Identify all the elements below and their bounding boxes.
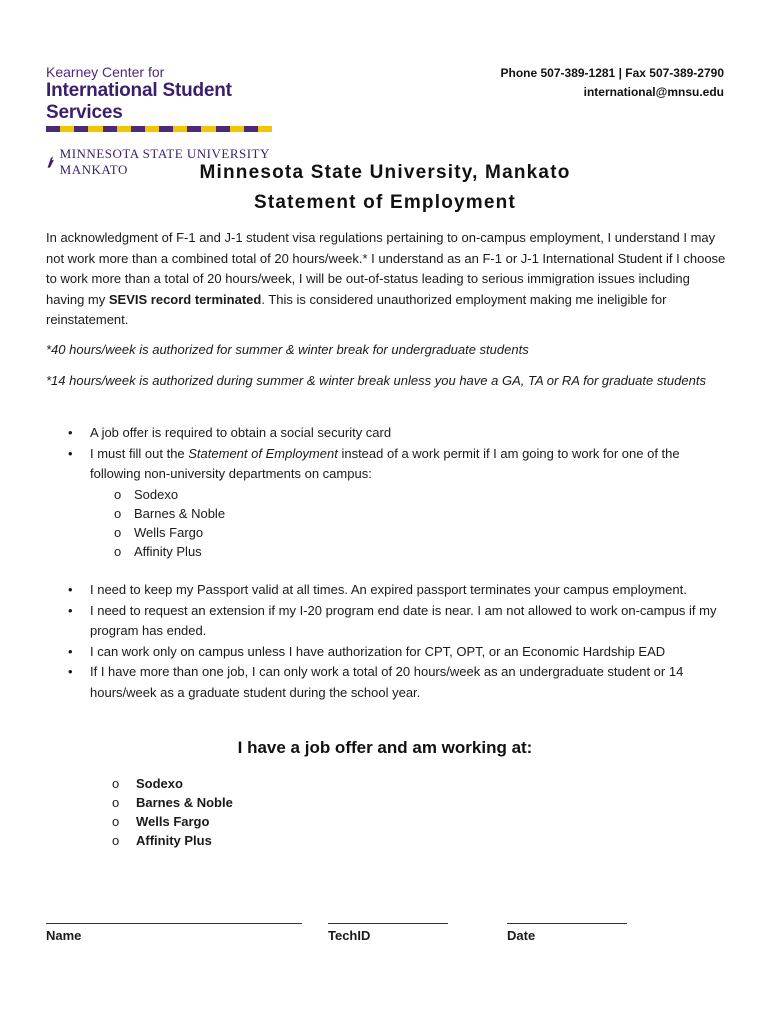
- department-item: o Wells Fargo: [114, 524, 204, 540]
- job-option[interactable]: o Sodexo: [112, 776, 183, 791]
- contact-info: [501, 64, 725, 102]
- department-item: o Affinity Plus: [114, 543, 202, 559]
- list-item-text: A job offer is required to obtain a social security card: [90, 425, 392, 440]
- circle-bullet-icon: o: [114, 543, 122, 559]
- undergrad-note: *40 hours/week is authorized for summer & winter break for undergraduate students: [46, 342, 529, 357]
- department-item: o Sodexo: [114, 486, 179, 502]
- departments-list: [114, 485, 728, 561]
- grad-note: *14 hours/week is authorized during summer & winter break unless you have a GA, TA or RA for graduate students: [46, 373, 706, 388]
- list-item: • I can work only on campus unless I have authorization for CPT, OPT, or an Economic Hardship EAD: [68, 642, 728, 663]
- bullet-icon: •: [68, 425, 73, 440]
- department-item: o Barnes & Noble: [114, 505, 226, 521]
- bullet-icon: •: [68, 582, 73, 597]
- document-title-line1: Minnesota State University, Mankato: [199, 162, 571, 183]
- bullet-icon: •: [68, 602, 73, 618]
- list-item-text-pre: I must fill out the: [90, 445, 189, 461]
- intro-paragraph: [46, 228, 726, 331]
- intro-text-1: In acknowledgment of F-1 and J-1 student visa regulations pertaining to on-campus employment, I understand I may not work more than a combined total of 20 hours/week.* I understand as an F-1 or J-1 International Student if I choose to work more than a total of 20 hours/week, I will be out-of-status leading to serious immigration issues including having my: [46, 230, 726, 307]
- document-title-line2: Statement of Employment: [254, 192, 516, 213]
- intro-bold-text: SEVIS record terminated: [108, 291, 262, 307]
- list-item: [68, 444, 728, 561]
- bullet-icon: •: [68, 445, 73, 461]
- bullet-icon: •: [68, 664, 73, 679]
- job-offer-heading: I have a job offer and am working at:: [237, 738, 533, 757]
- techid-label: TechID: [328, 928, 371, 943]
- techid-field[interactable]: [328, 923, 448, 943]
- circle-bullet-icon: o: [112, 795, 120, 810]
- date-label: Date: [507, 928, 536, 943]
- list-item: • If I have more than one job, I can only work a total of 20 hours/week as an undergraduate student or 14 hours/week as a graduate student during the school year.: [68, 664, 684, 700]
- date-field[interactable]: [507, 923, 627, 943]
- university-name: MINNESOTA STATE UNIVERSITY MANKATO: [59, 146, 270, 177]
- job-offer-options: [112, 774, 233, 850]
- circle-bullet-icon: o: [114, 486, 122, 502]
- circle-bullet-icon: o: [114, 505, 122, 521]
- rules-list: [68, 580, 728, 703]
- circle-bullet-icon: o: [112, 833, 120, 848]
- logo-line2: International Student Services: [46, 80, 232, 123]
- phone-fax: Phone 507-389-1281 | Fax 507-389-2790: [500, 66, 724, 80]
- list-item-italic: Statement of Employment: [188, 445, 338, 461]
- logo-stripe: [46, 126, 272, 132]
- list-item: • I need to request an extension if my I-20 program end date is near. I am not allowed to work on-campus if my program has ended.: [68, 602, 717, 638]
- kearney-center-logo: [46, 64, 286, 178]
- circle-bullet-icon: o: [112, 814, 120, 829]
- list-item: • I need to keep my Passport valid at all times. An expired passport terminates your campus employment.: [68, 580, 728, 601]
- job-option[interactable]: o Barnes & Noble: [112, 795, 233, 810]
- list-item: [68, 423, 728, 444]
- job-option[interactable]: o Wells Fargo: [112, 814, 210, 829]
- email: international@mnsu.edu: [583, 85, 724, 99]
- job-option[interactable]: o Affinity Plus: [112, 833, 212, 848]
- intro-text-2: . This is considered unauthorized employment making me ineligible for reinstatement.: [46, 291, 667, 327]
- logo-line1: Kearney Center for: [46, 64, 165, 80]
- circle-bullet-icon: o: [114, 524, 122, 540]
- name-label: Name: [46, 928, 82, 943]
- list-item-text-post: instead of a work permit if I am going to work for one of the following non-university departments on campus:: [90, 445, 680, 481]
- name-signature-field[interactable]: [46, 923, 302, 943]
- requirements-list: [68, 423, 728, 561]
- circle-bullet-icon: o: [112, 776, 120, 791]
- bullet-icon: •: [68, 643, 73, 659]
